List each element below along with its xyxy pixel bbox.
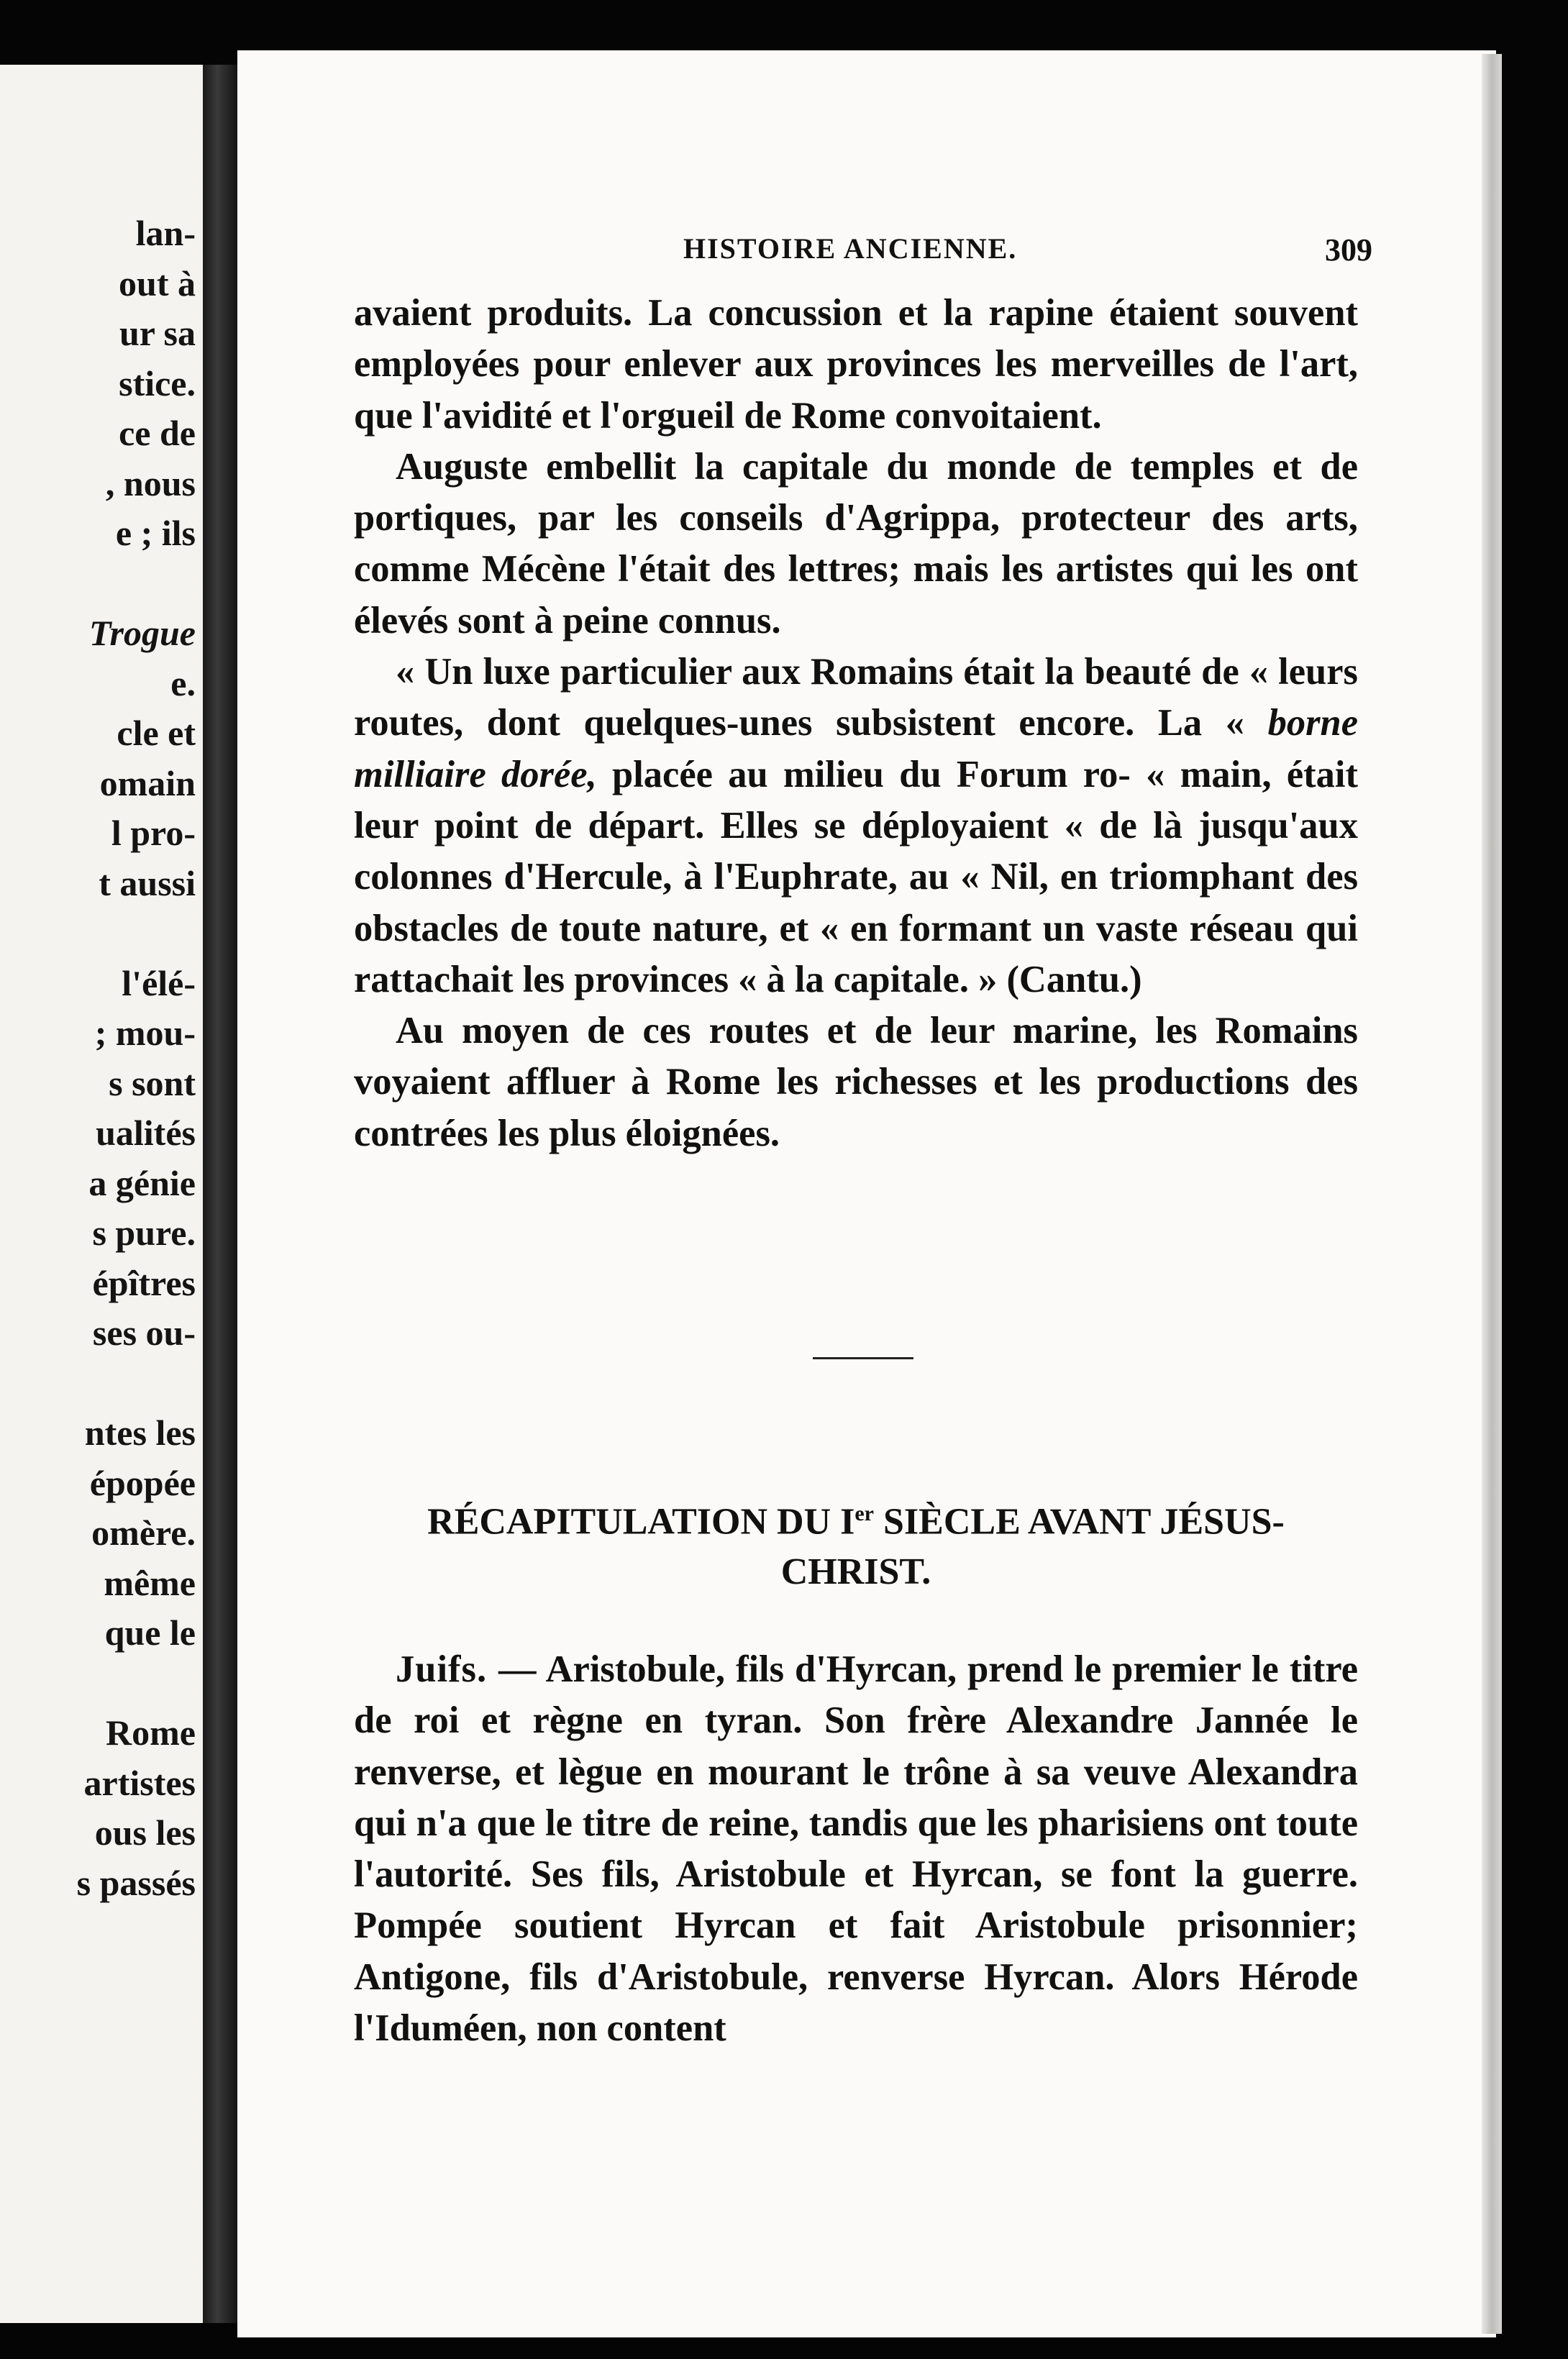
- left-page-line: ; mou-: [94, 1013, 196, 1053]
- left-page-line: s pure.: [92, 1213, 196, 1253]
- section-body: [354, 1644, 1358, 2054]
- paragraph-4: Au moyen de ces routes et de leur marine, les Romains voyaient affluer à Rome les richesses et les productions des contrées les plus éloignées.: [354, 1010, 1358, 1154]
- left-page-line: Rome: [106, 1712, 196, 1753]
- left-page-line: a génie: [88, 1162, 196, 1203]
- left-page-line: , nous: [105, 462, 196, 503]
- page-edge: [1482, 54, 1502, 2334]
- quote-text-start: « Un luxe particulier aux Romains était la beauté de « leurs routes, dont quelques-unes subsistent encore. La «: [354, 651, 1358, 744]
- left-page-line: ses ou-: [92, 1313, 196, 1353]
- left-page-line: artistes: [83, 1762, 196, 1803]
- left-page-line: omère.: [91, 1512, 196, 1553]
- quote-text-end: placée au milieu du Forum ro- « main, était leur point de départ. Elles se déployaient « de là jusqu'aux colonnes d'Hercule, à l'Euphrate, au « Nil, en triomphant des obstacles de toute nature, et « en formant un vaste réseau qui rattachait les provinces « à la capitale. » (Cantu.): [354, 753, 1358, 1000]
- left-page-line: omain: [99, 762, 196, 803]
- paragraph-1: avaient produits. La concussion et la rapine étaient souvent employées pour enlever aux provinces les merveilles de l'art, que l'avidité et l'orgueil de Rome convoitaient.: [354, 292, 1358, 437]
- left-page-line: ualités: [96, 1113, 196, 1153]
- page-header: [352, 232, 1372, 275]
- left-page-line: Trogue: [88, 613, 196, 653]
- body-text: [354, 288, 1358, 1159]
- paragraph-juifs-text: Aristobule, fils d'Hyrcan, prend le premier le titre de roi et règne en tyran. Son frère Alexandre Jannée le renverse, et lègue en mourant le trône à sa veuve Alexandra qui n'a que le titre de reine, tandis que les pharisiens ont toute l'autorité. Ses fils, Aristobule et Hyrcan, se font la guerre. Pompée soutient Hyrcan et fait Aristobule prisonnier; Antigone, fils d'Aristobule, renverse Hyrcan. Alors Hérode l'Iduméen, non content: [354, 1648, 1358, 2050]
- left-page-line: t aussi: [99, 862, 196, 903]
- quote-italic: borne milliaire dorée,: [354, 702, 1358, 795]
- left-page-line: s passés: [76, 1862, 196, 1903]
- left-page-line: e ; ils: [115, 513, 196, 553]
- section-divider: [813, 1357, 913, 1359]
- running-head: HISTOIRE ANCIENNE.: [683, 232, 1018, 265]
- left-page-line: cle et: [117, 713, 196, 753]
- paragraph-3-quote: [354, 647, 1358, 1005]
- section-heading: [354, 1489, 1358, 1597]
- page-number: 309: [1325, 232, 1372, 268]
- left-page-line: même: [104, 1562, 196, 1603]
- paragraph-lead: Juifs. —: [396, 1648, 537, 1690]
- left-page-line: s sont: [109, 1062, 196, 1103]
- left-page-line: out à: [119, 263, 196, 304]
- previous-page: [0, 65, 203, 2323]
- book-gutter: [203, 65, 239, 2323]
- left-page-line: l pro-: [111, 813, 196, 853]
- paragraph-2: Auguste embellit la capitale du monde de temples et de portiques, par les conseils d'Agrippa, protecteur des arts, comme Mécène l'était des lettres; mais les artistes qui les ont élevés sont à peine connus.: [354, 445, 1358, 642]
- left-page-line: lan-: [135, 213, 196, 253]
- left-page-line: épopée: [89, 1462, 196, 1503]
- left-page-line: e.: [170, 662, 196, 703]
- paragraph-juifs: [354, 1644, 1358, 2054]
- left-page-line: ous les: [94, 1812, 196, 1853]
- left-page-line: que le: [104, 1612, 196, 1653]
- heading-superscript: er: [854, 1502, 874, 1525]
- left-page-line: ntes les: [84, 1413, 196, 1453]
- heading-text-start: RÉCAPITULATION DU I: [427, 1501, 855, 1543]
- left-page-line: l'élé-: [122, 962, 196, 1003]
- left-page-line: épîtres: [92, 1262, 196, 1303]
- left-page-line: ur sa: [119, 313, 196, 353]
- heading-text-end: SIÈCLE AVANT JÉSUS-CHRIST.: [780, 1501, 1285, 1593]
- left-page-line: stice.: [119, 362, 196, 403]
- left-page-line: ce de: [119, 413, 196, 453]
